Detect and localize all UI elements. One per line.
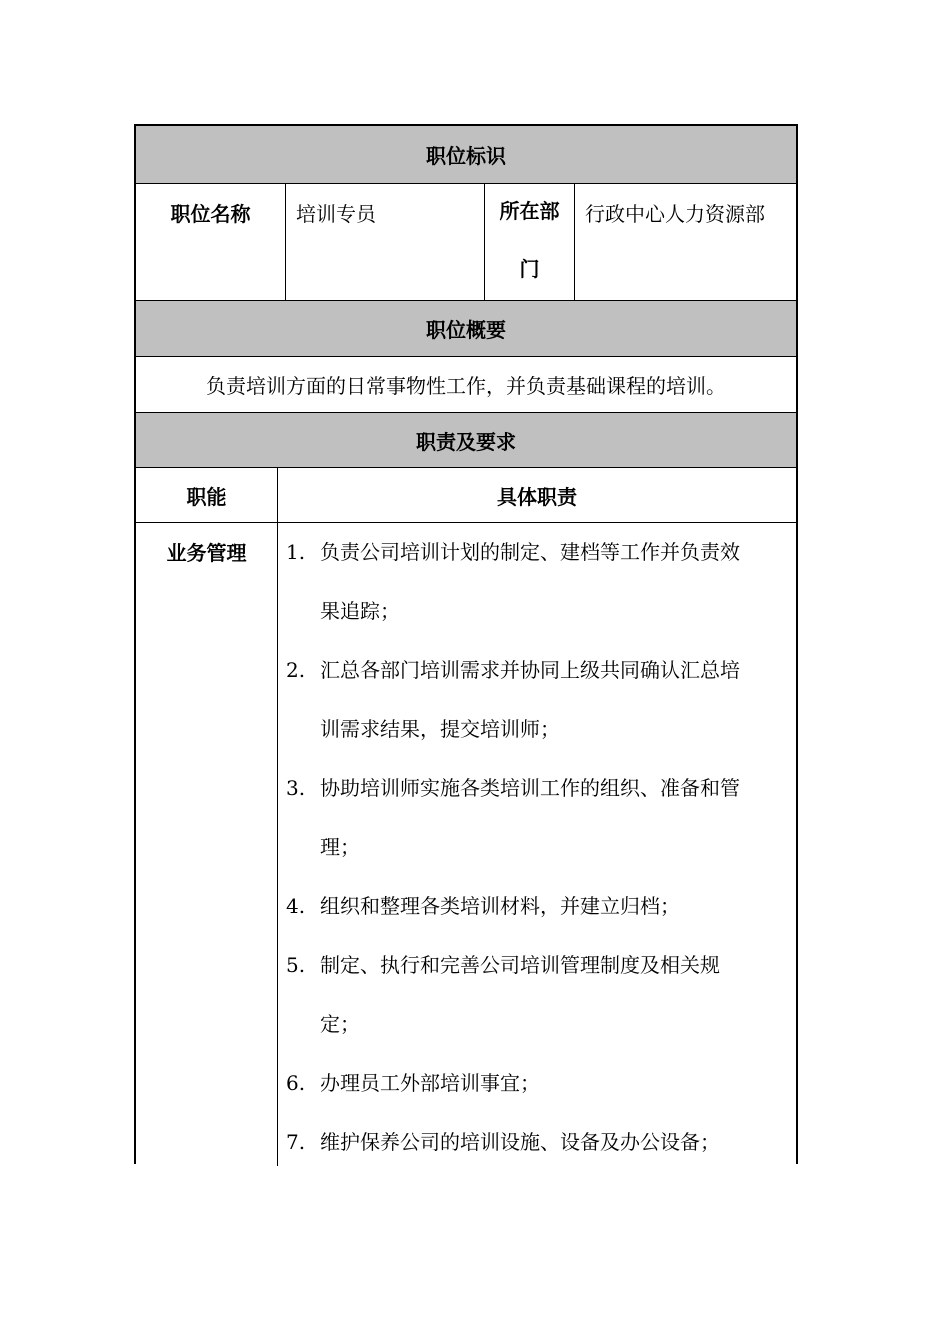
summary-text: 负责培训方面的日常事物性工作，并负责基础课程的培训。 xyxy=(206,374,726,398)
duty-item: 6. 办理员工外部培训事宜； xyxy=(286,1071,540,1095)
detail-cell xyxy=(278,523,796,1166)
identity-row xyxy=(136,184,796,301)
duty-list xyxy=(278,523,796,1172)
duties-column-header-row xyxy=(136,468,796,523)
job-description-table xyxy=(134,124,798,1164)
section-title: 职位概要 xyxy=(426,318,506,342)
section-header-identity xyxy=(136,126,796,184)
section-title: 职位标识 xyxy=(426,144,506,168)
title-label: 职位名称 xyxy=(170,202,251,226)
dept-label-cell xyxy=(485,184,575,300)
col-detail-header: 具体职责 xyxy=(497,484,577,509)
function-cell xyxy=(136,523,278,1166)
duties-body-row xyxy=(136,523,796,1166)
section-title: 职责及要求 xyxy=(416,429,516,454)
section-header-duties xyxy=(136,413,796,468)
summary-row xyxy=(136,357,796,413)
title-value-cell xyxy=(286,184,485,300)
dept-label-line1: 所在部 xyxy=(499,199,560,223)
duty-item: 4. 组织和整理各类培训材料，并建立归档； xyxy=(286,894,680,918)
duty-item: 5. 制定、执行和完善公司培训管理制度及相关规 定； xyxy=(286,953,720,1036)
duty-item: 3. 协助培训师实施各类培训工作的组织、准备和管 理； xyxy=(286,776,740,859)
section-header-summary xyxy=(136,301,796,357)
duty-item: 2. 汇总各部门培训需求并协同上级共同确认汇总培 训需求结果，提交培训师； xyxy=(286,658,740,741)
duty-item: 7. 维护保养公司的培训设施、设备及办公设备； xyxy=(286,1130,720,1154)
duty-item: 1. 负责公司培训计划的制定、建档等工作并负责效 果追踪； xyxy=(286,540,740,623)
col-function-header: 职能 xyxy=(136,468,278,522)
dept-value-cell xyxy=(575,184,796,300)
title-value: 培训专员 xyxy=(296,202,376,226)
dept-value: 行政中心人力资源部 xyxy=(585,202,765,226)
function-name: 业务管理 xyxy=(166,541,247,565)
title-label-cell xyxy=(136,184,286,300)
dept-label-line2: 门 xyxy=(519,257,540,281)
